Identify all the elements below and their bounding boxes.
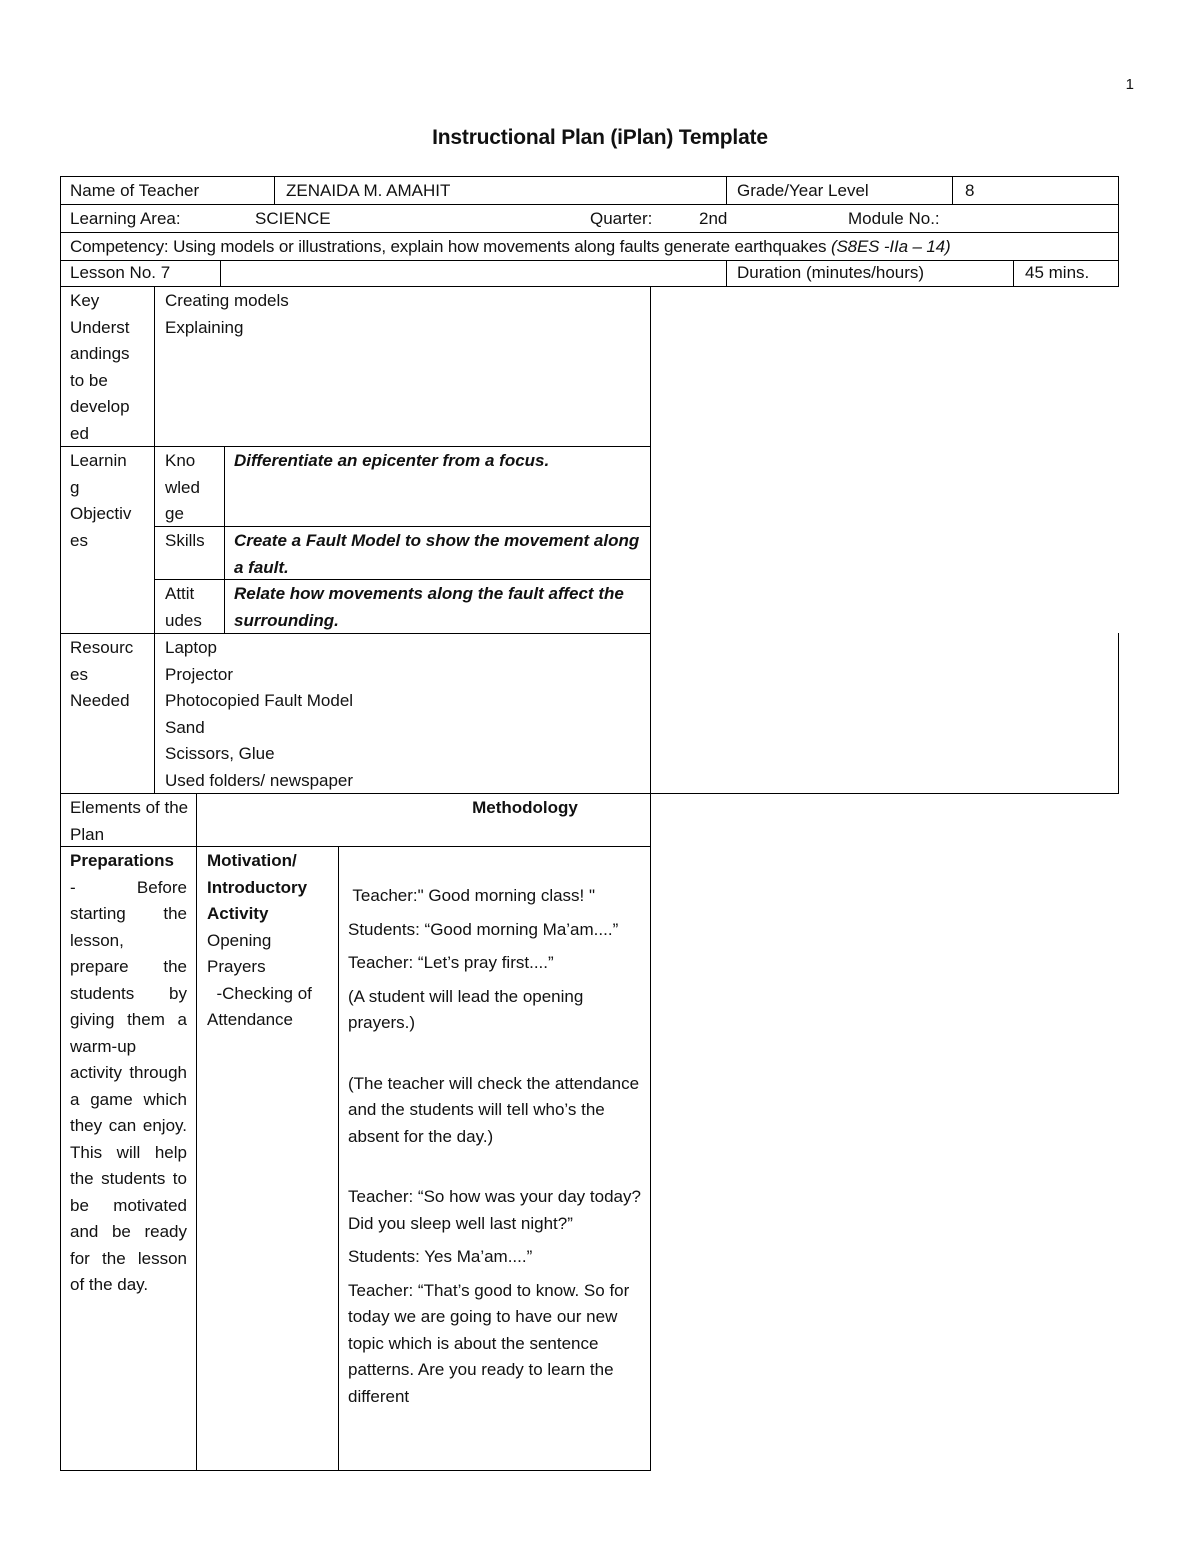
attitudes-objective: Relate how movements along the fault affect the surrounding. — [234, 584, 624, 630]
quarter-value: 2nd — [699, 209, 728, 228]
skills-objective: Create a Fault Model to show the movement along a fault. — [234, 531, 640, 577]
attitudes-label: Attit udes — [165, 584, 202, 630]
key-understandings-label: Key Underst andings to be develop ed — [70, 291, 130, 443]
key-understandings-list — [165, 288, 289, 341]
dialogue-line: Teacher: “That’s good to know. So for today we are going to have our new topic which is about the sentence patterns. Are you ready to learn the different — [348, 1280, 630, 1406]
list-item: Sand — [165, 717, 205, 737]
dialogue-line: (The teacher will check the attendance and the students will tell who’s the absent for the day.) — [348, 1073, 640, 1146]
list-item: Creating models — [165, 291, 289, 310]
competency-code: (S8ES -IIa – 14) — [830, 237, 951, 256]
page-title: Instructional Plan (iPlan) Template — [432, 126, 768, 149]
elements-of-plan-label: Elements of the Plan — [70, 798, 189, 844]
dialogue-line: Teacher: “Let’s pray first....” — [348, 953, 554, 972]
list-item: Photocopied Fault Model — [165, 691, 354, 710]
lesson-number: Lesson No. 7 — [70, 263, 171, 282]
list-item: Scissors, Glue — [165, 744, 275, 763]
quarter-label: Quarter: — [590, 209, 653, 228]
list-item: Laptop — [165, 638, 217, 657]
dialogue-line: Teacher:" Good morning class! " — [348, 886, 596, 905]
dialogue-line: (A student will lead the opening prayers.) — [348, 986, 584, 1032]
list-item: Projector — [165, 664, 234, 684]
page-number: 1 — [1125, 76, 1134, 93]
grade-level-label: Grade/Year Level — [737, 181, 869, 200]
knowledge-label: Kno wled ge — [165, 451, 200, 523]
knowledge-objective: Differentiate an epicenter from a focus. — [234, 451, 550, 470]
competency — [70, 234, 1116, 261]
preparations-title: Preparations — [70, 851, 174, 870]
preparations-cell — [70, 848, 187, 1299]
skills-label: Skills — [165, 531, 205, 550]
learning-area-label: Learning Area: — [70, 209, 181, 228]
competency-text: Competency: Using models or illustrations, explain how movements along faults generate earthquakes — [70, 237, 827, 256]
dialogue-line: Students: “Good morning Ma’am....” — [348, 919, 619, 939]
dialogue-cell — [348, 883, 644, 1410]
resources-label: Resourc es Needed — [70, 638, 134, 710]
learning-area-value: SCIENCE — [255, 209, 331, 228]
learning-objectives-label: Learnin g Objectiv es — [70, 451, 132, 550]
preparations-text: - Before starting the lesson, prepare the students by giving them a warm-up activity through a game which they can enjoy. This will help the students to be motivated and be ready for the lesson of the day. — [70, 877, 187, 1294]
resources-list — [165, 635, 353, 794]
dialogue-line: Teacher: “So how was your day today? Did you sleep well last night?” — [348, 1187, 641, 1233]
duration-value: 45 mins. — [1025, 263, 1090, 282]
methodology-heading: Methodology — [472, 798, 578, 817]
list-item: Used folders/ newspaper — [165, 770, 354, 790]
grade-level-value: 8 — [965, 181, 975, 200]
list-item: Explaining — [165, 317, 244, 337]
teacher-name-value: ZENAIDA M. AMAHIT — [286, 181, 451, 200]
motivation-cell: Motivation/ Introductory Activity Opening Prayers -Checking of Attendance — [207, 851, 312, 1029]
name-of-teacher-label: Name of Teacher — [70, 181, 200, 200]
dialogue-line: Students: Yes Ma’am....” — [348, 1247, 533, 1266]
duration-label: Duration (minutes/hours) — [737, 263, 925, 282]
module-label: Module No.: — [848, 209, 940, 228]
